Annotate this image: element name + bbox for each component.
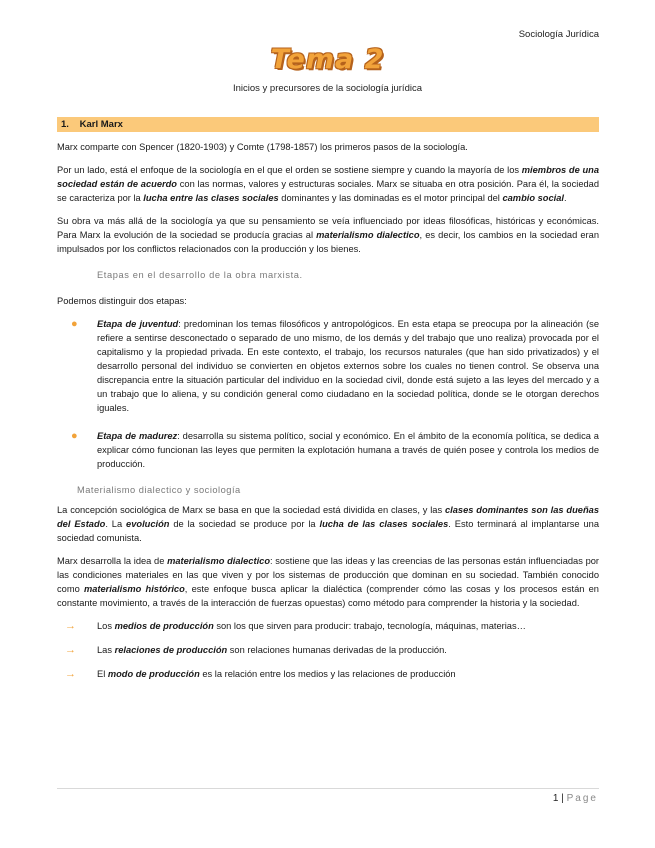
footer-divider xyxy=(57,788,599,789)
page-separator: | xyxy=(561,793,564,804)
document-content xyxy=(57,117,599,691)
page-number: 1 xyxy=(552,793,559,804)
arrow-right-icon: → xyxy=(65,668,76,680)
section-title: Karl Marx xyxy=(79,119,123,130)
term-label: modo de producción xyxy=(107,669,200,679)
page-label: Page xyxy=(566,793,598,804)
bullet-dot-icon: ● xyxy=(71,430,78,442)
emphasis-text: miembros de una sociedad están de acuerdo xyxy=(57,165,599,189)
term-label: medios de producción xyxy=(114,621,214,631)
list-item-etapa-juventud: ● Etapa de juventud: predominan los temas filosóficos y antropológicos. En esta etapa se preocupa por la alineación (se refiere a sentirse desconectado o separado de uno mismo, de los demás y del trabajo que uno realiza) provocada por el capitalismo y la propiedad privada. En este contexto, el trabajo, los recursos naturales (que han sido privatizados) y el desarrollo personal del individuo se convierten en objetos externos sobre los cuales no tienen control. Se observa una discrepancia entre la situación particular del individuo en la sociedad civil, donde está sujeto a las leyes del mercado y a un trabajo que lo aliena, y su condición general como ciudadano en la sociedad política, donde se le otorgan derechos iguales. xyxy=(71,318,599,413)
paragraph-etapas-intro: Podemos distinguir dos etapas: xyxy=(57,296,187,306)
paragraph-concepcion: La concepción sociológica de Marx se basa en que la sociedad está dividida en clases, y las clases dominantes son las dueñas del Estado. La evolución de la sociedad se produce por la lucha de las clases sociales. Esto terminará al implantarse una sociedad comunista. xyxy=(57,505,600,543)
bullet-dot-icon: ● xyxy=(71,318,78,330)
list-item-relaciones: → Las relaciones de producción son relaciones humanas derivadas de la producción. xyxy=(65,644,447,656)
list-item-etapa-madurez: ● Etapa de madurez: desarrolla su sistema político, social y económico. En el ámbito de la economía política, se dedica a explicar cómo funcionan las leyes que permiten la explotación humana a través de quién posee y controla los medios de producción. xyxy=(71,430,599,469)
paragraph-intro: Marx comparte con Spencer (1820-1903) y Comte (1798-1857) los primeros pasos de la sociología. xyxy=(57,142,468,152)
arrow-right-icon: → xyxy=(65,644,76,656)
emphasis-text: clases dominantes son las dueñas del Estado xyxy=(57,505,599,529)
emphasis-text: lucha de las clases sociales xyxy=(319,519,449,529)
term-label: relaciones de producción xyxy=(114,645,228,655)
emphasis-text: cambio social xyxy=(502,193,564,203)
page-title: Tema 2 xyxy=(270,44,385,75)
course-header: Sociología Jurídica xyxy=(518,29,599,40)
emphasis-text: materialismo dialectico xyxy=(316,230,420,240)
arrow-right-icon: → xyxy=(65,620,76,632)
emphasis-text: lucha entre las clases sociales xyxy=(143,193,279,203)
emphasis-text: materialismo histórico xyxy=(83,584,185,594)
paragraph-enfoque: Por un lado, está el enfoque de la sociología en el que el orden se sostiene siempre y cuando la mayoría de los miembros de una sociedad están de acuerdo con las normas, valores y estructuras sociales. Marx se situaba en otra posición. Para él, la sociedad se caracteriza por la lucha entre las clases sociales dominantes y las dominadas es el motor principal del cambio social. xyxy=(57,165,599,203)
page-footer xyxy=(553,793,598,804)
list-item-medios: → Los medios de producción son los que sirven para producir: trabajo, tecnología, máquinas, materias… xyxy=(65,620,526,632)
list-item-modo: → El modo de producción es la relación entre los medios y las relaciones de producción xyxy=(65,668,456,680)
subheading-etapas: Etapas en el desarrollo de la obra marxista. xyxy=(97,270,303,280)
paragraph-obra: Su obra va más allá de la sociología ya que su pensamiento se veía influenciado por ideas filosóficas, históricas y económicas. Para Marx la evolución de la sociedad se producía gracias al materialismo dialectico, es decir, los cambios en la sociedad eran impulsados por los conflictos relacionados con la producción y los bienes. xyxy=(57,216,599,254)
subheading-materialismo: Materialismo dialectico y sociología xyxy=(77,485,241,495)
term-label: Etapa de juventud xyxy=(97,319,179,329)
section-heading-karl-marx xyxy=(57,117,599,132)
emphasis-text: evolución xyxy=(126,519,170,529)
emphasis-text: materialismo dialectico xyxy=(167,556,271,566)
page-subtitle: Inicios y precursores de la sociología jurídica xyxy=(232,83,423,94)
paragraph-materialismo-dialectico: Marx desarrolla la idea de materialismo dialectico: sostiene que las ideas y las creencias de las personas están influenciadas por las condiciones materiales en las que viven y por los sistemas de producción que dominan en su sociedad. También conocido como materialismo histórico, este enfoque busca aplicar la dialéctica (comprender cómo las cosas y los procesos están en constante movimiento, a través de la interacción de fuerzas opuestas) como método para comprender la historia y la sociedad. xyxy=(57,556,600,608)
term-label: Etapa de madurez xyxy=(97,431,178,441)
section-number: 1. xyxy=(61,119,69,130)
